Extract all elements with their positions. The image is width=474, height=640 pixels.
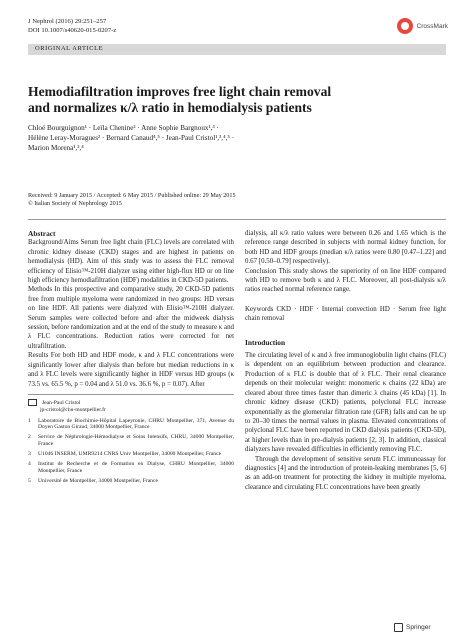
affiliation-item (28, 461, 234, 475)
authors-line-2: Hélène Leray-Moragues² · Bernard Canaud⁴,⁵ · Jean-Paul Cristol¹,³,⁴,⁵ · (28, 134, 235, 142)
section-banner (28, 44, 446, 55)
publisher-footer (394, 623, 431, 632)
doi-line[interactable]: DOI 10.1007/s40620-015-0207-z (28, 26, 117, 34)
abstract-background: Background/Aims Serum free light chain (FLC) levels are correlated with chronic kidney disease (CKD) stages and are highest in patients on hemodialysis (HD). Aim of this study was to assess the FLC removal efficiency of Elisio™-210H dialyzer using either high-flux HD or on line high efficiency hemodiafiltration (HDF) modalities in CKD-5D patients. (28, 239, 234, 285)
authors-line-1: Chloé Bourguignon¹ · Leïla Chenine² · Anne Sophie Bargnoux¹,³ · (28, 124, 219, 132)
keywords: Keywords CKD · HDF · Internal convection HD · Serum free light chain removal (245, 305, 446, 323)
affiliation-item (28, 418, 234, 432)
affiliation-item (28, 478, 234, 485)
title-line-1: Hemodiafiltration improves free light chain removal (28, 84, 332, 99)
crossmark-label: CrossMark (416, 22, 448, 30)
authors-line-3: Marion Morena¹,³,⁴ (28, 144, 84, 152)
author-list (28, 123, 448, 153)
affiliation-text: U1046 INSERM, UMR9214 CNRS Univ Montpellier, 34000 Montpellier, France (38, 451, 222, 458)
divider (28, 219, 446, 220)
received-dates: Received: 9 January 2015 / Accepted: 6 May 2015 / Published online: 29 May 2015 (28, 192, 236, 199)
journal-line: J Nephrol (2016) 29:251–257 (28, 18, 107, 25)
affiliation-item (28, 434, 234, 448)
affiliation-text: Institut de Recherche et de Formation en Dialyse, CHRU Montpellier, 34000 Montpellier, France (38, 461, 234, 474)
affiliation-number: 1 (28, 417, 31, 424)
crossmark-icon (397, 18, 413, 34)
title-line-2: and normalizes κ/λ ratio in hemodialysis patients (28, 100, 312, 115)
abstract-results-continued: dialysis, all κ/λ ratio values were between 0.26 and 1.65 which is the reference range described in subjects with normal kidney function, for both HD and HDF groups (median κ/λ ratios were 0.80 [0.47–1.22] and 0.67 [0.50–0.79] respectively). (245, 230, 446, 266)
affiliation-number: 4 (28, 461, 31, 468)
publisher-name: Springer (406, 624, 431, 631)
abstract-methods: Methods In this prospective and comparative study, 20 CKD-5D patients free from multiple myeloma were randomized in two groups: HD versus on line HDF. All patients were dialyzed with Elisio™-210H dialyzer. Serum samples were collected before and after the midweek dialysis session, before randomization and at the end of the study to measure κ and λ FLC concentrations. Reduction ratios were corrected for net ultrafiltration. (28, 286, 234, 350)
affiliation-text: Université de Montpellier, 34000 Montpellier, France (38, 477, 158, 484)
introduction-paragraph-1: The circulating level of κ and λ free immunoglobulin light chains (FLC) is dependent on an equilibrium between production and clearance. Production of κ FLC is double that of λ FLC. Their renal clearance depends on their molecular weight: monomeric κ chains (22 kDa) are cleared about three times faster than dimeric λ chains (45 kDa) [1]. In chronic kidney disease (CKD) patients, polyclonal FLC increase exponentially as the glomerular filtration rate (GFR) falls and can be up to 20–30 times the normal values in plasma. Elevated concentrations of polyclonal FLC have been reported in CKD dialysis patients (CKD-5D), at higher levels than in pre-dialysis patients [2, 3]. In addition, classical dialyzers have revealed difficulties in efficiently removing FLC. (245, 352, 446, 454)
affiliation-list (28, 418, 234, 485)
introduction-paragraph-2: Through the development of sensitive serum FLC immunoassay for diagnostics [4] and the introduction of protein-leaking membranes [5, 6] as an add-on treatment for protecting the kidney in multiple myeloma, clearance and circulating FLC concentrations have been greatly (245, 455, 446, 491)
correspondence-name-line (28, 399, 234, 407)
article-title (28, 84, 448, 116)
introduction-heading: Introduction (245, 337, 286, 347)
abstract-results: Results For both HD and HDF mode, κ and λ FLC concentrations were significantly lower after dialysis than before but median reductions in κ and λ FLC levels were significantly higher in HDF versus HD groups (κ 73.5 vs. 65.5 %, p = 0.04 and λ 51.0 vs. 36.6 %, p = 0.07). After (28, 352, 234, 388)
abstract-heading: Abstract (28, 229, 56, 238)
affiliation-number: 5 (28, 477, 31, 484)
right-column (245, 229, 446, 492)
copyright: © Italian Society of Nephrology 2015 (28, 200, 122, 207)
journal-citation (28, 18, 116, 35)
left-column (28, 229, 234, 488)
abstract-conclusion: Conclusion This study shows the superiority of on line HDF compared with HD to remove both κ and λ FLC. Moreover, all post-dialysis κ/λ ratios reached normal reference range. (245, 267, 446, 294)
correspondence-block (28, 394, 234, 485)
affiliation-number: 3 (28, 451, 31, 458)
affiliation-text: Laboratoire de Biochimie-Hôpital Lapeyronie, CHRU Montpellier, 371, Avenue du Doyen Gaston Giraud, 34000 Montpellier, France (38, 417, 234, 431)
correspondence-email[interactable]: jp-cristol@chu-montpellier.fr (40, 406, 106, 413)
section-label: ORIGINAL ARTICLE (35, 45, 104, 52)
affiliation-number: 2 (28, 434, 31, 441)
springer-horse-icon (394, 623, 403, 632)
correspondence-name: Jean-Paul Cristol (42, 399, 81, 406)
publication-history (28, 192, 236, 208)
affiliation-text: Service de Néphrologie-Hémodialyse et Soins Intensifs, CHRU, 34000 Montpellier, France (38, 434, 234, 448)
affiliation-item (28, 451, 234, 458)
envelope-icon (28, 399, 37, 406)
crossmark-badge[interactable] (397, 18, 448, 34)
